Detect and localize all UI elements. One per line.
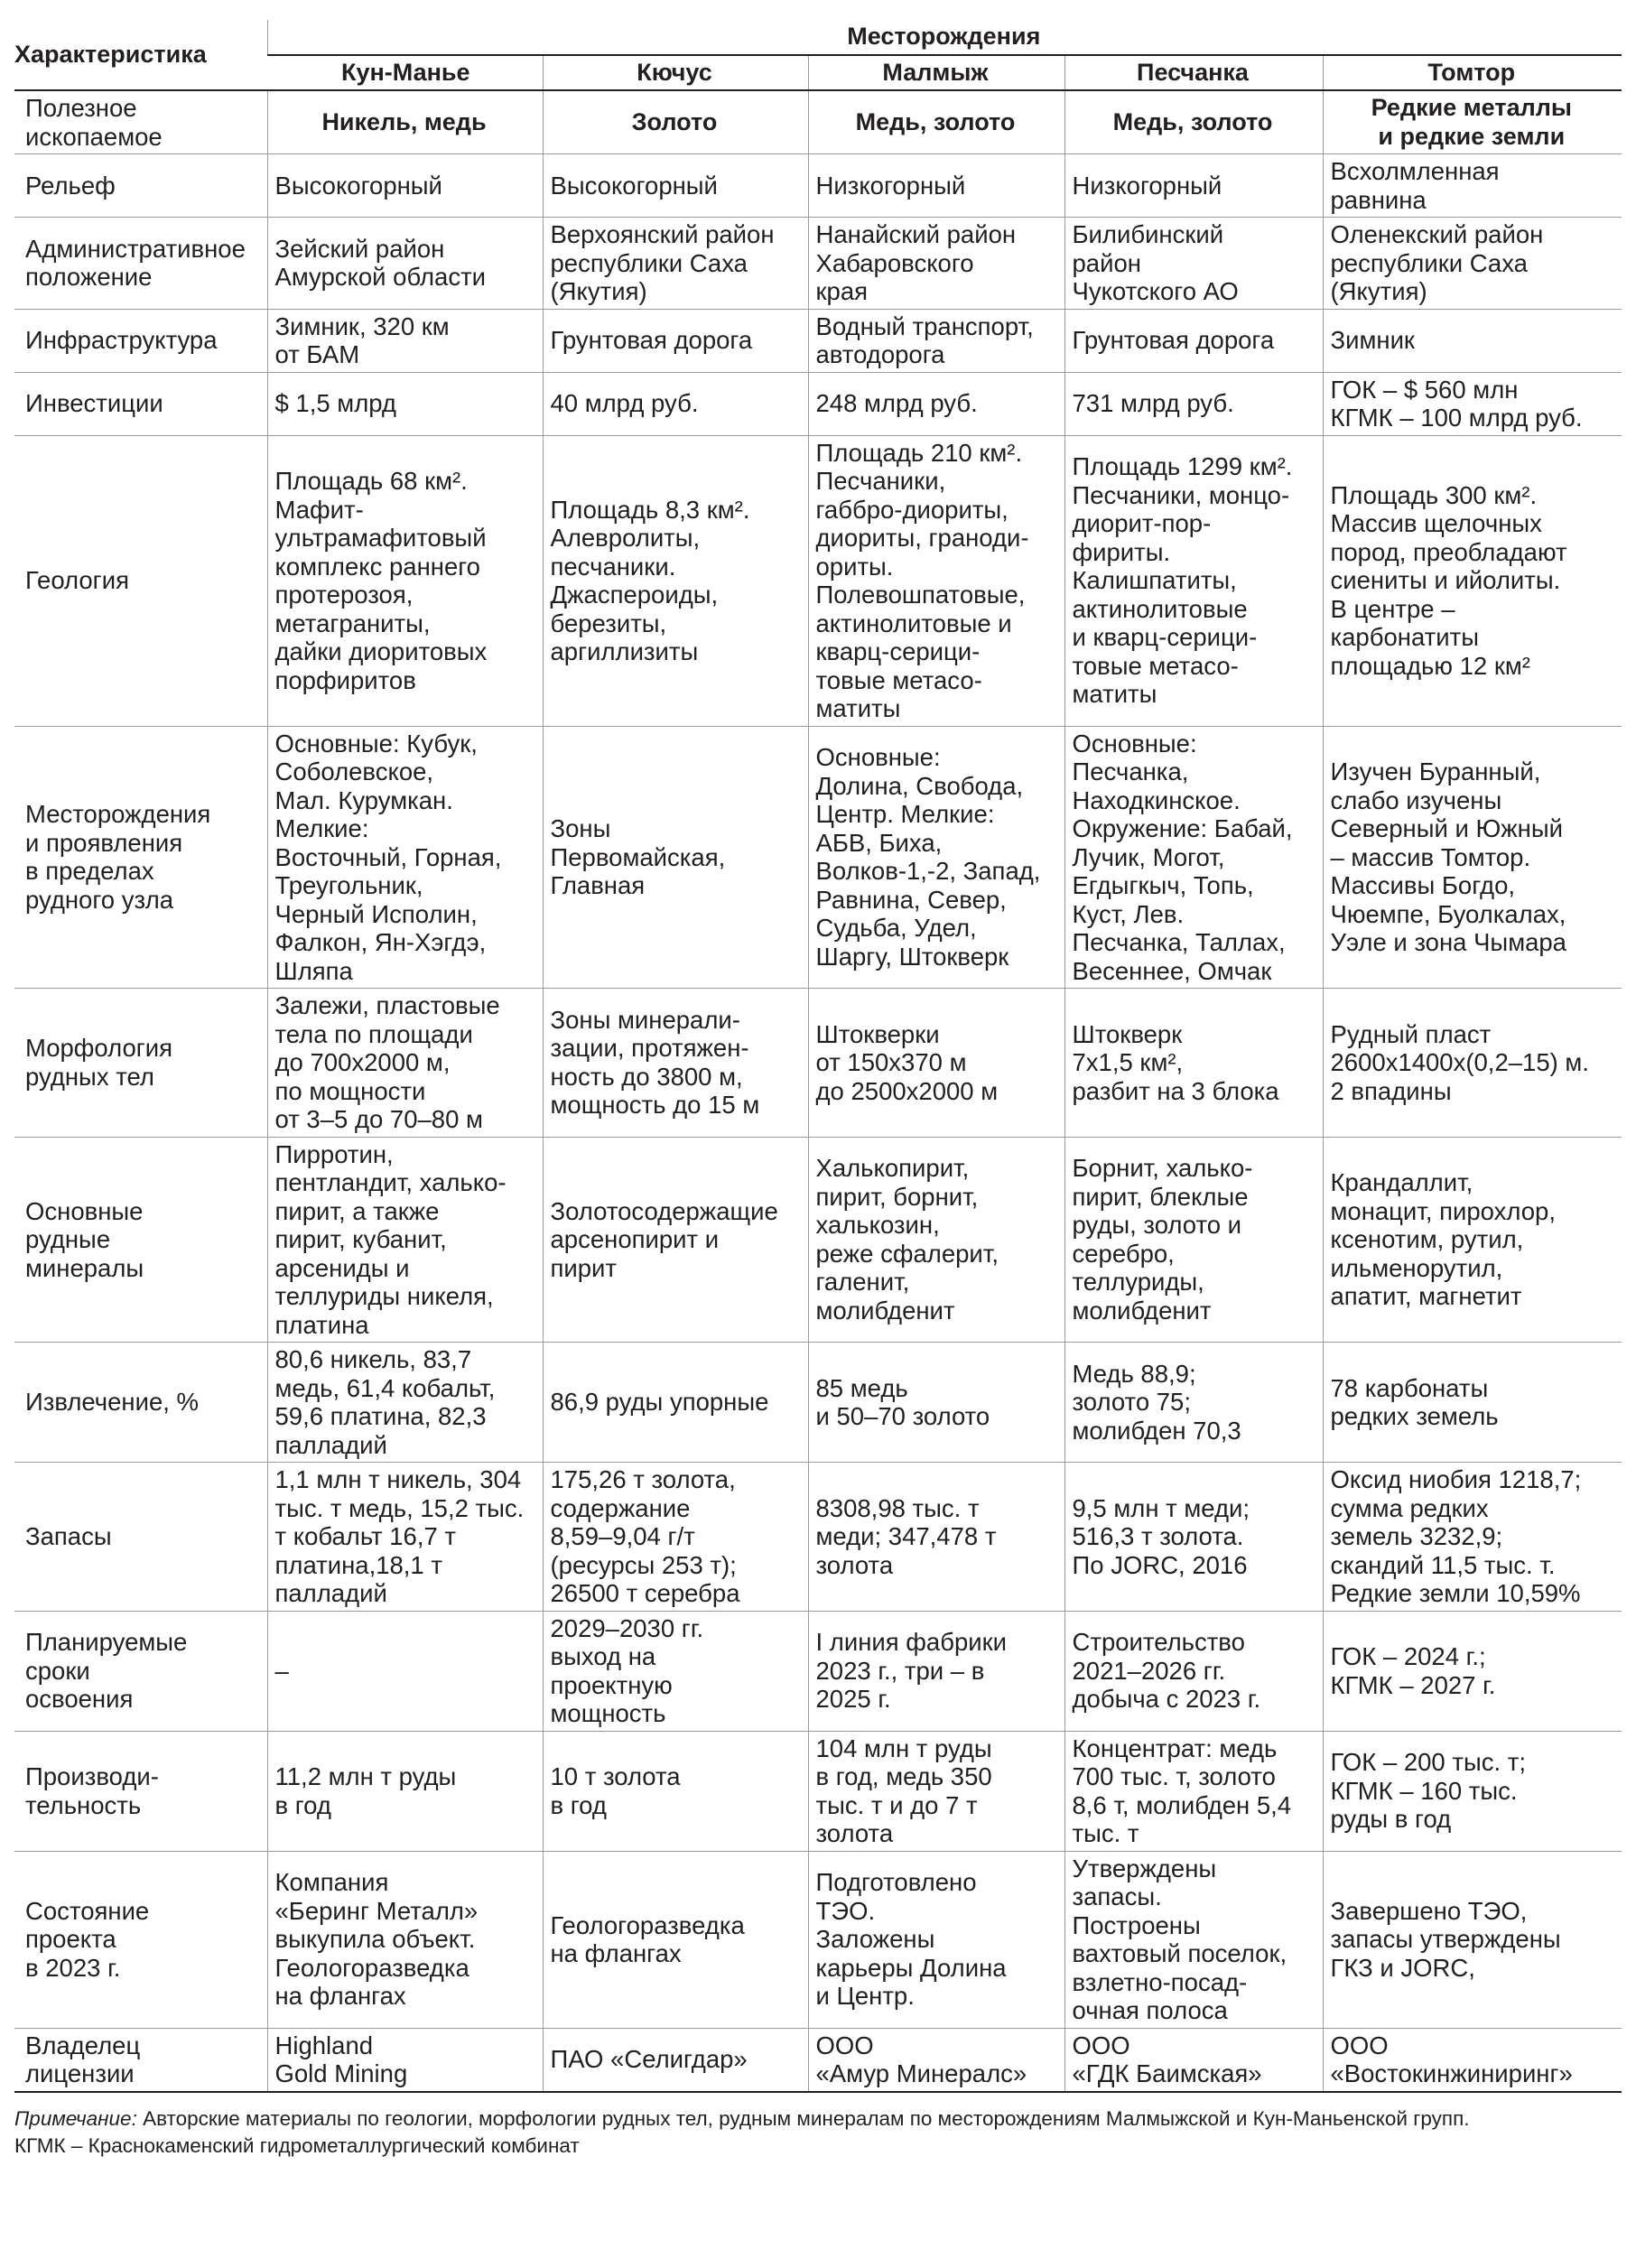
table-cell: Водный транспорт, автодорога bbox=[808, 309, 1064, 372]
table-cell: Подготовлено ТЭО. Заложены карьеры Долина и Центр. bbox=[808, 1851, 1064, 2028]
table-cell: Пирротин, пентландит, халько- пирит, а также пирит, кубанит, арсениды и теллуриды никеля, платина bbox=[267, 1137, 543, 1343]
table-cell: Штокверк 7х1,5 км², разбит на 3 блока bbox=[1064, 989, 1323, 1138]
table-cell: Утверждены запасы. Построены вахтовый поселок, взлетно-посад- очная полоса bbox=[1064, 1851, 1323, 2028]
note-line-2: КГМК – Краснокаменский гидрометаллургический комбинат bbox=[14, 2133, 580, 2157]
characteristic-header: Характеристика bbox=[14, 40, 207, 68]
table-cell: Грунтовая дорога bbox=[1064, 309, 1323, 372]
row-label: Инфраструктура bbox=[14, 309, 267, 372]
row-label: Извлечение, % bbox=[14, 1343, 267, 1463]
table-row bbox=[14, 1611, 1622, 1731]
row-label: Рельеф bbox=[14, 154, 267, 218]
table-row bbox=[14, 1851, 1622, 2028]
table-cell: $ 1,5 млрд bbox=[267, 372, 543, 435]
table-cell: I линия фабрики 2023 г., три – в 2025 г. bbox=[808, 1611, 1064, 1731]
table-cell: Геологоразведка на флангах bbox=[543, 1851, 808, 2028]
deposit-header: Кючус bbox=[543, 55, 808, 91]
table-cell: 11,2 млн т руды в год bbox=[267, 1731, 543, 1851]
deposit-header: Песчанка bbox=[1064, 55, 1323, 91]
table-cell: Нанайский район Хабаровского края bbox=[808, 218, 1064, 310]
table-cell: Площадь 1299 км². Песчаники, монцо- диорит-пор- фириты. Калишпатиты, актинолитовые и кварц-серици- товые метасо- матиты bbox=[1064, 435, 1323, 726]
table-cell: Верхоянский район республики Саха (Якутия) bbox=[543, 218, 808, 310]
table-cell: 86,9 руды упорные bbox=[543, 1343, 808, 1463]
table-cell: Оленекский район республики Саха (Якутия) bbox=[1323, 218, 1622, 310]
table-cell: Штокверки от 150х370 м до 2500х2000 м bbox=[808, 989, 1064, 1138]
table-cell: Борнит, халько- пирит, блеклые руды, золото и серебро, теллуриды, молибденит bbox=[1064, 1137, 1323, 1343]
table-cell: Зимник, 320 км от БАМ bbox=[267, 309, 543, 372]
deposits-group-header: Месторождения bbox=[267, 20, 1622, 55]
table-cell: Грунтовая дорога bbox=[543, 309, 808, 372]
table-cell: Основные: Долина, Свобода, Центр. Мелкие: АБВ, Биха, Волков-1,-2, Запад, Равнина, Север, Судьба, Удел, Шаргу, Штокверк bbox=[808, 726, 1064, 989]
table-cell: Строительство 2021–2026 гг. добыча с 2023 г. bbox=[1064, 1611, 1323, 1731]
table-cell: ГОК – 2024 г.; КГМК – 2027 г. bbox=[1323, 1611, 1622, 1731]
table-cell: Высокогорный bbox=[543, 154, 808, 218]
row-label: Планируемые сроки освоения bbox=[14, 1611, 267, 1731]
row-label: Месторождения и проявления в пределах рудного узла bbox=[14, 726, 267, 989]
row-label: Геология bbox=[14, 435, 267, 726]
deposit-header: Томтор bbox=[1323, 55, 1622, 91]
table-cell: ООО «ГДК Баимская» bbox=[1064, 2028, 1323, 2092]
table-row bbox=[14, 218, 1622, 310]
table-row bbox=[14, 1463, 1622, 1612]
row-label: Инвестиции bbox=[14, 372, 267, 435]
table-cell: Концентрат: медь 700 тыс. т, золото 8,6 т, молибден 5,4 тыс. т bbox=[1064, 1731, 1323, 1851]
row-label: Морфология рудных тел bbox=[14, 989, 267, 1138]
table-cell: Медь 88,9; золото 75; молибден 70,3 bbox=[1064, 1343, 1323, 1463]
mineral-cell: Никель, медь bbox=[267, 90, 543, 154]
note-label: Примечание: bbox=[14, 2106, 137, 2130]
table-cell: 731 млрд руб. bbox=[1064, 372, 1323, 435]
table-cell: 78 карбонаты редких земель bbox=[1323, 1343, 1622, 1463]
table-cell: Оксид ниобия 1218,7; сумма редких земель 3232,9; скандий 11,5 тыс. т. Редкие земли 10,59% bbox=[1323, 1463, 1622, 1612]
document-page bbox=[14, 20, 1622, 2160]
note-line-1 bbox=[14, 2105, 1622, 2133]
mineral-cell: Редкие металлы и редкие земли bbox=[1323, 90, 1622, 154]
table-cell: ООО «Амур Минералс» bbox=[808, 2028, 1064, 2092]
table-cell: 40 млрд руб. bbox=[543, 372, 808, 435]
table-row bbox=[14, 989, 1622, 1138]
table-cell: 2029–2030 гг. выход на проектную мощность bbox=[543, 1611, 808, 1731]
table-row bbox=[14, 1343, 1622, 1463]
table-cell: Крандаллит, монацит, пирохлор, ксенотим, рутил, ильменорутил, апатит, магнетит bbox=[1323, 1137, 1622, 1343]
table-cell: Залежи, пластовые тела по площади до 700х2000 м, по мощности от 3–5 до 70–80 м bbox=[267, 989, 543, 1138]
table-cell: ГОК – $ 560 млн КГМК – 100 млрд руб. bbox=[1323, 372, 1622, 435]
table-cell: Всхолмленная равнина bbox=[1323, 154, 1622, 218]
table-row bbox=[14, 372, 1622, 435]
table-cell: 85 медь и 50–70 золото bbox=[808, 1343, 1064, 1463]
table-row bbox=[14, 726, 1622, 989]
table-cell: Highland Gold Mining bbox=[267, 2028, 543, 2092]
table-cell: 80,6 никель, 83,7 медь, 61,4 кобальт, 59,6 платина, 82,3 палладий bbox=[267, 1343, 543, 1463]
table-row bbox=[14, 1731, 1622, 1851]
table-cell: Зейский район Амурской области bbox=[267, 218, 543, 310]
table-row bbox=[14, 435, 1622, 726]
table-cell: 1,1 млн т никель, 304 тыс. т медь, 15,2 тыс. т кобальт 16,7 т платина,18,1 т палладий bbox=[267, 1463, 543, 1612]
table-cell: 248 млрд руб. bbox=[808, 372, 1064, 435]
table-cell: Рудный пласт 2600х1400х(0,2–15) м. 2 впадины bbox=[1323, 989, 1622, 1138]
row-label: Состояние проекта в 2023 г. bbox=[14, 1851, 267, 2028]
row-label: Административное положение bbox=[14, 218, 267, 310]
table-row bbox=[14, 2028, 1622, 2092]
row-label: Владелец лицензии bbox=[14, 2028, 267, 2092]
table-cell: ООО «Востокинжиниринг» bbox=[1323, 2028, 1622, 2092]
table-cell: Изучен Буранный, слабо изучены Северный и Южный – массив Томтор. Массивы Богдо, Чюемпе, Буолкалах, Уэле и зона Чымара bbox=[1323, 726, 1622, 989]
table-cell: ГОК – 200 тыс. т; КГМК – 160 тыс. руды в год bbox=[1323, 1731, 1622, 1851]
table-cell: Высокогорный bbox=[267, 154, 543, 218]
table-note bbox=[14, 2105, 1622, 2160]
row-label: Производи- тельность bbox=[14, 1731, 267, 1851]
table-cell: Зоны минерали- зации, протяжен- ность до 3800 м, мощность до 15 м bbox=[543, 989, 808, 1138]
table-row bbox=[14, 1137, 1622, 1343]
mineral-cell: Медь, золото bbox=[1064, 90, 1323, 154]
table-row bbox=[14, 309, 1622, 372]
table-cell: Низкогорный bbox=[808, 154, 1064, 218]
table-cell: 175,26 т золота, содержание 8,59–9,04 г/т (ресурсы 253 т); 26500 т серебра bbox=[543, 1463, 808, 1612]
row-label: Основные рудные минералы bbox=[14, 1137, 267, 1343]
table-cell: Компания «Беринг Металл» выкупила объект. Геологоразведка на флангах bbox=[267, 1851, 543, 2028]
table-row bbox=[14, 154, 1622, 218]
table-row-mineral bbox=[14, 90, 1622, 154]
mineral-cell: Золото bbox=[543, 90, 808, 154]
table-cell: Площадь 8,3 км². Алевролиты, песчаники. Джаспероиды, березиты, аргиллизиты bbox=[543, 435, 808, 726]
note-text: Авторские материалы по геологии, морфологии рудных тел, рудным минералам по месторождениям Малмыжской и Кун-Маньенской групп. bbox=[136, 2106, 1470, 2130]
deposit-header: Малмыж bbox=[808, 55, 1064, 91]
table-cell: Площадь 300 км². Массив щелочных пород, преобладают сиениты и ийолиты. В центре – карбонатиты площадью 12 км² bbox=[1323, 435, 1622, 726]
table-cell: 10 т золота в год bbox=[543, 1731, 808, 1851]
table-cell: Площадь 210 км². Песчаники, габбро-диориты, диориты, граноди- ориты. Полевошпатовые, актинолитовые и кварц-серици- товые метасо- матиты bbox=[808, 435, 1064, 726]
table-cell: Золотосодержащие арсенопирит и пирит bbox=[543, 1137, 808, 1343]
table-cell: – bbox=[267, 1611, 543, 1731]
table-cell: Площадь 68 км². Мафит- ультрамафитовый комплекс раннего протерозоя, метаграниты, дайки диоритовых порфиритов bbox=[267, 435, 543, 726]
table-cell: ПАО «Селигдар» bbox=[543, 2028, 808, 2092]
table-cell: Низкогорный bbox=[1064, 154, 1323, 218]
table-cell: Основные: Песчанка, Находкинское. Окружение: Бабай, Лучик, Могот, Егдыгкыч, Топь, Куст, Лев. Песчанка, Таллах, Весеннее, Омчак bbox=[1064, 726, 1323, 989]
table-cell: Основные: Кубук, Соболевское, Мал. Курумкан. Мелкие: Восточный, Горная, Треугольник, Черный Исполин, Фалкон, Ян-Хэгдэ, Шляпа bbox=[267, 726, 543, 989]
table-cell: Зоны Первомайская, Главная bbox=[543, 726, 808, 989]
table-cell: Халькопирит, пирит, борнит, халькозин, реже сфалерит, галенит, молибденит bbox=[808, 1137, 1064, 1343]
deposits-table bbox=[14, 20, 1622, 2093]
table-cell: 104 млн т руды в год, медь 350 тыс. т и до 7 т золота bbox=[808, 1731, 1064, 1851]
table-cell: Зимник bbox=[1323, 309, 1622, 372]
table-cell: Завершено ТЭО, запасы утверждены ГКЗ и JORC, bbox=[1323, 1851, 1622, 2028]
table-cell: Билибинский район Чукотского АО bbox=[1064, 218, 1323, 310]
mineral-cell: Медь, золото bbox=[808, 90, 1064, 154]
deposit-header: Кун-Манье bbox=[267, 55, 543, 91]
table-cell: 8308,98 тыс. т меди; 347,478 т золота bbox=[808, 1463, 1064, 1612]
table-cell: 9,5 млн т меди; 516,3 т золота. По JORC, 2016 bbox=[1064, 1463, 1323, 1612]
row-label: Запасы bbox=[14, 1463, 267, 1612]
row-label: Полезное ископаемое bbox=[14, 90, 267, 154]
